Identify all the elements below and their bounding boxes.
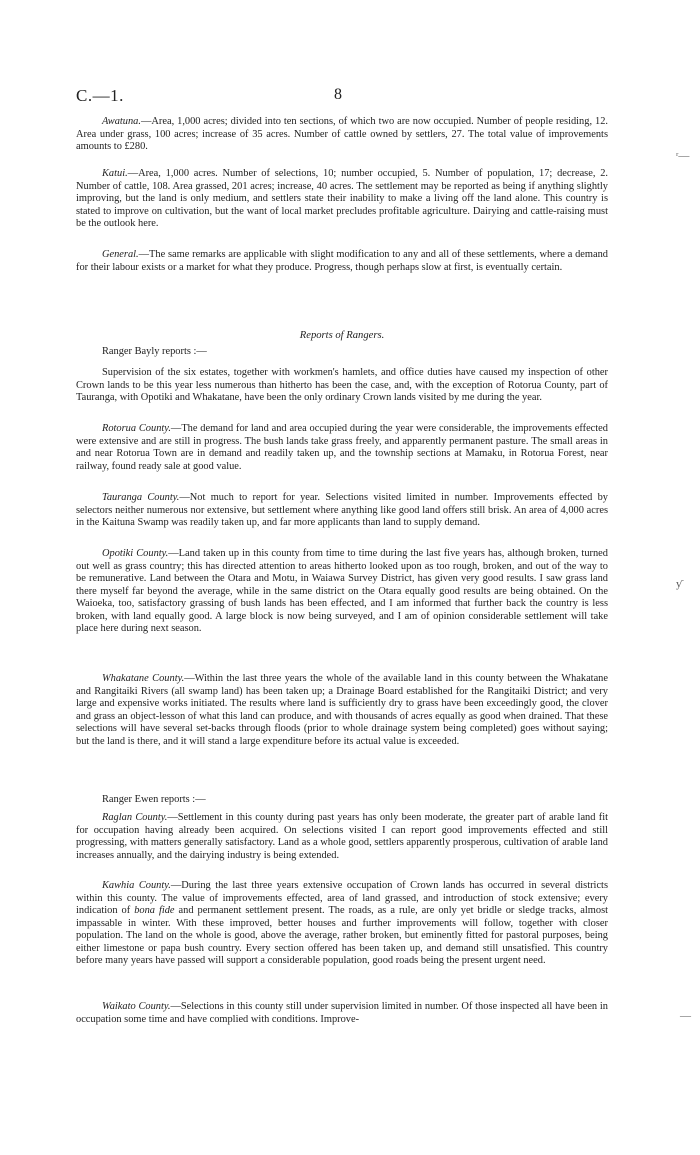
document-code: C.—1.: [76, 86, 124, 105]
section-title: Reports of Rangers.: [299, 330, 385, 341]
paragraph-opotiki: [76, 548, 608, 636]
rotorua-text: —The demand for land and area occupied during the year were considerable, the improvements effected were extensive and are still in progress. The bush lands take grass freely, and apparently permanent pasture. The small areas in and near Rotorua Town are in demand and readily taken up, and the township sections at Mamaku, in Rotorua Forest, near railway, found ready sale at good value.: [76, 423, 608, 472]
margin-mark-3: —: [680, 1010, 691, 1022]
bayly-intro: Ranger Bayly reports :—: [102, 346, 207, 357]
opotiki-heading: Opotiki County.: [102, 548, 169, 559]
kawhia-bona-fide: bona fide: [134, 905, 175, 916]
opotiki-text: —Land taken up in this county from time to time during the last five years has, although broken, turned out well as grass country; this has directed attention to areas hitherto looked upon as too rough, broken, and out of the way to be remunerative. Land between the Otara and Motu, in Waiawa Survey District, has given very good results. I saw grass land there myself far beyond the average, while in the same district on the Otara equally good results are being obtained. On the Waioeka, too, satisfactory grassing of bush lands has been effected, and I am informed that further back the country is less broken, with land equally good. A large block is now being surveyed, and I am of opinion considerable settlement will take place here during next season.: [76, 548, 608, 634]
awatuna-text: —Area, 1,000 acres; divided into ten sections, of which two are now occupied. Number of people residing, 12. Area under grass, 100 acres; increase of 35 acres. Number of cattle owned by settlers, 27. The total value of improvements amounts to £280.: [76, 116, 608, 152]
paragraph-rotorua: [76, 423, 608, 473]
waikato-text: —Selections in this county still under supervision limited in number. Of those inspected all have been in occupation some time and have complied with conditions. Improve-: [76, 1001, 609, 1025]
raglan-text: —Settlement in this county during past years has only been moderate, the greater part of arable land fit for occupation having already been acquired. On selections visited I can report good improvements effected and still progressing, with matters generally satisfactory. Land as a whole good, settlers apparently prosperous, cultivation of arable land increases annually, and the dairying industry is being extended.: [76, 812, 609, 861]
tauranga-heading: Tauranga County.: [102, 492, 180, 503]
paragraph-waikato: [76, 1001, 608, 1026]
paragraph-katui: [76, 168, 608, 231]
margin-mark-1: ʳ—: [676, 150, 690, 162]
paragraph-tauranga: [76, 492, 608, 530]
tauranga-text: —Not much to report for year. Selections visited limited in number. Improvements effected by selectors neither numerous nor extensive, but settlement where anything like good land offers still brisk. An area of 4,000 acres in the Kaituna Swamp was readily taken up, and far more applicants than land to supply demand.: [76, 492, 608, 528]
margin-mark-2: ƴ: [676, 578, 682, 590]
raglan-heading: Raglan County.: [102, 812, 168, 823]
paragraph-supervision: Supervision of the six estates, together with workmen's hamlets, and office duties have caused my inspection of other Crown lands to be this year less numerous than hitherto has been the case, and, with the exception of Rotorua County, part of Tauranga, with Opotiki and Whakatane, have been the only ordinary Crown lands visited by me during the year.: [76, 367, 608, 403]
kawhia-text-a: —During the last three years extensive occupation of Crown lands has occurred in several districts within this county. The value of improvements effected, area of land grassed, and introduction of stock extensive; every indication of: [76, 880, 608, 916]
katui-text: —Area, 1,000 acres. Number of selections, 10; number occupied, 5. Number of population, 17; decrease, 2. Number of cattle, 108. Area grassed, 201 acres; increase, 40 acres. The settlement may be reported as being if anything slightly improving, but the land is only medium, and settlers state their inability to make a living off the land alone. This country is stated to improve on cultivation, but the want of local market precludes profitable agriculture. Dairying and cattle-raising must be the outlook here.: [76, 168, 608, 229]
paragraph-raglan: [76, 812, 608, 862]
paragraph-kawhia: [76, 880, 608, 968]
general-text: —The same remarks are applicable with slight modification to any and all of these settlements, where a demand for their labour exists or a market for what they produce. Progress, though perhaps slow at first, is eventually certain.: [76, 249, 608, 273]
waikato-heading: Waikato County.: [102, 1001, 171, 1012]
whakatane-text: —Within the last three years the whole of the available land in this county between the Whakatane and Rangitaiki Rivers (all swamp land) has been taken up; a Drainage Board established for the Rangitaiki District; and very large and expensive works initiated. The results where land is sufficiently dry to grass have been exceedingly good, the clover and grass an object-lesson of what this land can produce, and with thousands of acres equally as good when drained. That these selections will have several set-backs through floods (prior to whole drainage system being completed) goes without saying; but the land is there, and it will stand a large expenditure before its actual value is exceeded.: [76, 673, 608, 747]
paragraph-awatuna: [76, 116, 608, 154]
kawhia-heading: Kawhia County.: [102, 880, 171, 891]
paragraph-general: [76, 249, 608, 274]
general-heading: General.: [102, 249, 139, 260]
ewen-intro: Ranger Ewen reports :—: [102, 794, 206, 805]
rotorua-heading: Rotorua County.: [102, 423, 171, 434]
paragraph-whakatane: [76, 673, 608, 748]
whakatane-heading: Whakatane County.: [102, 673, 185, 684]
page-number: 8: [334, 86, 342, 103]
awatuna-heading: Awatuna.: [102, 116, 141, 127]
kawhia-text-b: and permanent settlement present. The roads, as a rule, are only yet bridle or sledge tracks, almost impassable in winter. With these improved, better houses and further improvements will follow, together with closer population. The land on the whole is good, above the average, rather broken, but eminently fitted for pastoral purposes, being either limestone or papa bush country. Every section offered has been taken up, and demand still unsatisfied. This country before many years have passed will support a considerable population, good roads being the present urgent need.: [76, 905, 608, 966]
katui-heading: Katui.: [102, 168, 128, 179]
